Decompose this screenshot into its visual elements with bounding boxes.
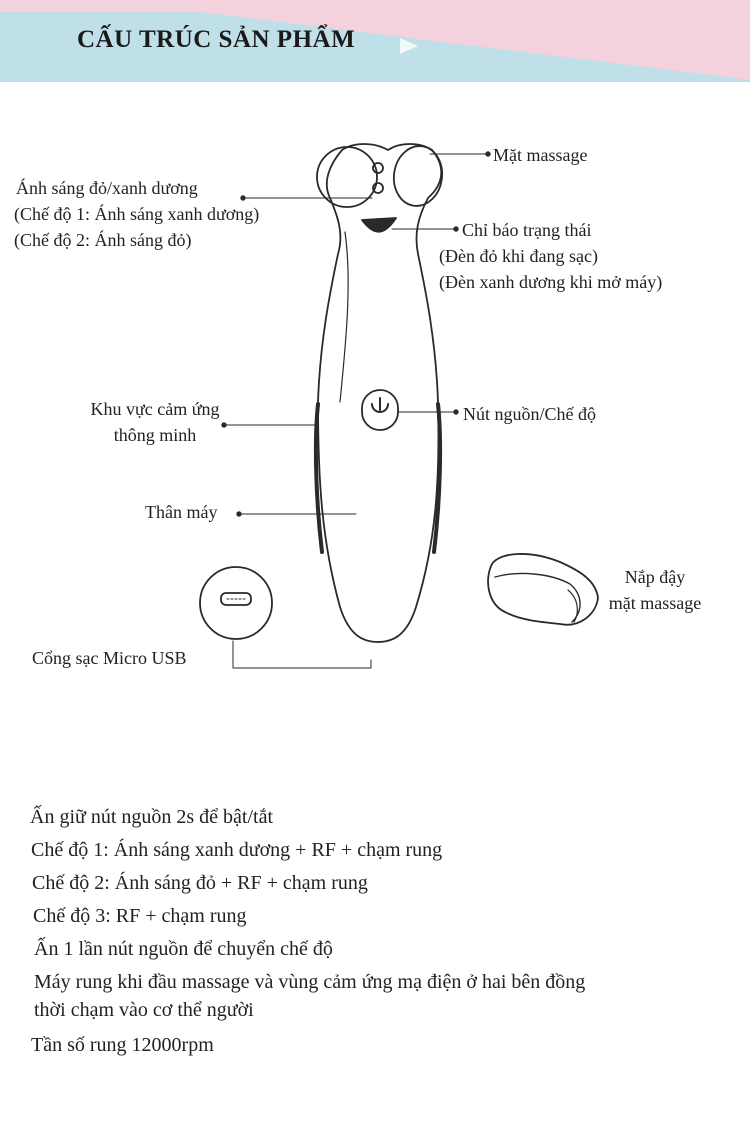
label-touch-line2: thông minh [113,425,197,445]
instruction-item: Ấn 1 lần nút nguồn để chuyển chế độ [34,938,333,960]
label-body: Thân máy [145,502,218,522]
label-indicator-blue: (Đèn xanh dương khi mở máy) [439,272,663,292]
header-banner [0,0,750,82]
label-indicator-title: Chỉ báo trạng thái [462,220,592,240]
massage-head-right [390,143,446,209]
label-cap-line1: Nắp đậy [624,567,686,587]
instruction-item: Máy rung khi đầu massage và vùng cảm ứng mạ điện ở hai bên đồng [34,971,586,993]
instruction-item: Tần số rung 12000rpm [31,1034,214,1056]
label-light-title: Ánh sáng đỏ/xanh dương [16,178,198,198]
callout-usb [233,641,371,668]
instruction-item: Ấn giữ nút nguồn 2s để bật/tắt [30,806,274,828]
instruction-item: Chế độ 1: Ánh sáng xanh dương + RF + chạm rung [31,839,443,861]
instruction-item: thời chạm vào cơ thể người [34,999,254,1021]
label-touch-line1: Khu vực cảm ứng [90,399,220,419]
light-dot-top [373,163,383,173]
status-indicator [362,218,396,232]
usb-port-inset [200,567,272,639]
label-light-mode1: (Chế độ 1: Ánh sáng xanh dương) [14,204,260,224]
label-power-button: Nút nguồn/Chế độ [463,404,596,424]
instruction-item: Chế độ 2: Ánh sáng đỏ + RF + chạm rung [32,872,368,894]
label-usb-port: Cổng sạc Micro USB [32,648,187,668]
label-light-mode2: (Chế độ 2: Ánh sáng đỏ) [14,230,192,250]
page-title: CẤU TRÚC SẢN PHẨM [77,26,356,53]
massage-cover [488,554,598,625]
label-cap-line2: mặt massage [608,593,702,613]
product-diagram [0,82,750,782]
instruction-item: Chế độ 3: RF + chạm rung [33,905,247,927]
label-massage-face: Mặt massage [493,145,588,165]
label-indicator-red: (Đèn đỏ khi đang sạc) [439,246,598,266]
